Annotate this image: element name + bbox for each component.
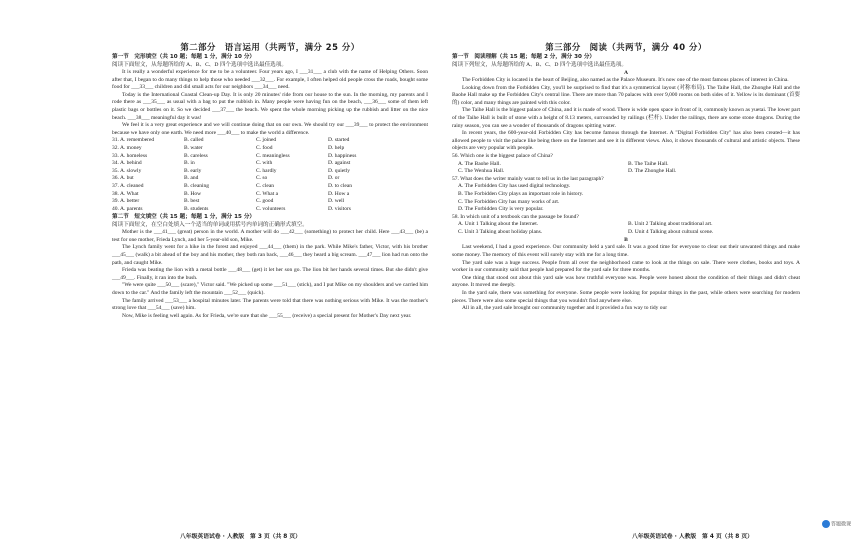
option-text: B. Unit 2 Talking about traditional art. bbox=[628, 221, 713, 228]
option-text: D. well bbox=[328, 198, 345, 205]
option-text: D. The Forbidden City is very popular. bbox=[458, 206, 544, 213]
option-text: C. The Wenhua Hall. bbox=[458, 168, 505, 175]
passage-a-paragraph: The Forbidden City is located in the heart of Beijing, also named as the Palace Museum. It's now one of the most famous places of interest in China. bbox=[462, 77, 789, 83]
question-56-options bbox=[452, 161, 800, 176]
option-text: B. water bbox=[184, 144, 203, 151]
left-page bbox=[112, 0, 428, 546]
option-text: C. joined bbox=[256, 137, 277, 144]
option-text: 32. A. money bbox=[112, 144, 142, 151]
option-text: 33. A. homeless bbox=[112, 152, 148, 159]
gap-fill-paragraph: The Lynch family went for a hike in the forest and enjoyed ___44___ (them) in the park. While Mike's father, Victor, with his brother ___45___ (walk) a bit ahead of the boy and his mother, they both ran back, ___46___ they heard a big scream. ___47___ lion had run onto the path, and caught Mike. bbox=[112, 244, 428, 266]
gap-fill-paragraph: "We were quite ___50___ (scare)," Victor said. "We picked up some ___51___ (stick), and I put Mike on my shoulders and we carried him down to the car." And the family left the mountain ___52___ (quick). bbox=[112, 282, 429, 297]
option-row bbox=[112, 145, 428, 153]
option-text: A. The Baohe Hall. bbox=[458, 160, 501, 167]
option-text: D. quietly bbox=[328, 167, 350, 174]
option-text: B. How bbox=[184, 190, 202, 197]
option-text: D. Unit 4 Talking about cultural scene. bbox=[628, 228, 714, 235]
part-two-heading: 第二部分 语言运用（共两节，满分 25 分） bbox=[180, 42, 360, 52]
option-text: C. food bbox=[256, 144, 273, 151]
gap-fill-paragraph: The family arrived ___53___ a hospital minutes later. The parents were told that there was nothing serious with Mike. It was the mother's strong love that ___54___ (save) him. bbox=[112, 297, 428, 312]
passage-b-paragraph: The yard sale was a huge success. People from all over the neighborhood came to look at the things on sale. There were clothes, books and toys. A worker in our community said that people had prepared for the yard sale for three months. bbox=[452, 259, 800, 274]
cloze-options bbox=[112, 137, 428, 213]
option-text: C. so bbox=[256, 175, 268, 182]
watermark-logo bbox=[822, 520, 851, 528]
logo-icon bbox=[822, 520, 830, 528]
option-text: B. early bbox=[184, 167, 202, 174]
option-text: B. called bbox=[184, 137, 204, 144]
option-text: D. started bbox=[328, 137, 350, 144]
question-58-options bbox=[452, 221, 800, 236]
reading-directions: 阅读下列短文，从每题所给的 A、B、C、D 四个选项中选出最佳选项。 bbox=[452, 62, 627, 68]
passage-a-label: A bbox=[623, 70, 629, 76]
question-56: 56. Which one is the biggest palace of China? bbox=[452, 152, 553, 159]
option-text: B. students bbox=[184, 205, 209, 212]
passage-b-paragraph: All in all, the yard sale brought our community together and it provided a fun way to tidy our bbox=[462, 305, 668, 312]
gap-fill-paragraph: Frieda was beating the lion with a metal bottle ___48___ (get) it let her son go. The lion bit her hands several times. But she didn't give ___49___. Finally, it ran into the bush. bbox=[112, 267, 428, 281]
option-text: D. happiness bbox=[328, 152, 357, 159]
option-text: B. The Forbidden City plays an important role in history. bbox=[458, 190, 584, 197]
option-text: A. Unit 1 Talking about the Internet. bbox=[458, 221, 539, 228]
cloze-section-title: 第一节 完形填空（共 10 题；每题 1 分，满分 10 分） bbox=[112, 54, 256, 60]
option-text: C. hardly bbox=[256, 167, 277, 174]
passage-a-paragraph: The Taihe Hall is the biggest palace of China, and it is made of wood. There is wide open space in front of it, commonly known as yuetai. The lower part of the Taihe Hall is built of stone with a height of 8.13 meters, surrounded by railings (栏杆). Under the railings, there are some stone dragons. During the rainy season, you can see a wonder of thousands of dragons spitting water. bbox=[452, 107, 800, 129]
option-text: D. against bbox=[328, 160, 351, 167]
passage-a-paragraph: In recent years, the 600-year-old Forbidden City has become famous through the Internet. A "Digital Forbidden City" has also been created—it has allowed people to visit the palace like being there on the Internet and see it in different views. Also, it shows thousands of cultural and artistic objects. These objects are very popular with people. bbox=[452, 130, 800, 152]
option-text: B. careless bbox=[184, 152, 208, 159]
option-text: 40. A. parents bbox=[112, 205, 143, 212]
option-text: C. clean bbox=[256, 182, 275, 189]
gap-fill-section-title: 第二节 短文填空（共 15 题；每题 1 分，满分 15 分） bbox=[112, 214, 256, 221]
option-text: C. meaningless bbox=[256, 152, 290, 159]
page-3-footer: 八年级英语试卷 · 人教版 第 3 页（共 8 页） bbox=[180, 534, 301, 540]
option-text: C. good bbox=[256, 198, 274, 205]
option-text: 39. A. better bbox=[112, 198, 140, 205]
option-text: B. best bbox=[184, 198, 200, 205]
option-text: 34. A. behind bbox=[112, 160, 142, 167]
reading-section-title: 第一节 阅读理解（共 15 题；每题 2 分，满分 30 分） bbox=[452, 54, 596, 60]
option-text: D. help bbox=[328, 144, 345, 151]
option-text: C. What a bbox=[256, 190, 279, 197]
option-text: C. volunteers bbox=[256, 205, 286, 212]
passage-b-label: B bbox=[624, 237, 628, 244]
cloze-paragraph: Today is the International Coastal Clean-up Day. It is only 20 minutes' ride from our house to the sun. In the morning, my parents and I rode there as ___35___ as usual with a bag to put the rubbish in. Many people were having fun on the beach, ___36___ some of them left plastic bags or bottles on it. So we decided ___37___ the beach. We spent the whole morning picking up the rubbish and litter on the nice beach. ___38___ meaningful day it was! bbox=[112, 91, 428, 121]
option-text: D. to clean bbox=[328, 182, 352, 189]
option-row bbox=[112, 183, 428, 191]
question-58: 58. In which unit of a textbook can the passage be found? bbox=[452, 213, 579, 220]
option-row bbox=[112, 168, 428, 176]
option-row bbox=[112, 137, 428, 145]
gap-fill-paragraph: Mother is the ___41___ (great) person in the world. A mother will do ___42___ (something) to protect her child. Here ___43___ (be) a test for one mother, Frieda Lynch, and her 5-year-old son, Mike. bbox=[112, 229, 428, 243]
cloze-paragraph: It is really a wonderful experience for me to be a volunteer. Four years ago, I ___31___ a club with the name of Helping Others. Soon after that, I began to do many things to help those who needed ___32___. For example, I often helped old people cross the roads, bought some food for ___33___ children and did small acts for our neighbors ___34___ need. bbox=[112, 69, 428, 91]
option-text: B. The Taihe Hall. bbox=[628, 160, 669, 167]
option-text: D. The Zhonghe Hall. bbox=[628, 168, 677, 175]
cloze-directions: 阅读下面短文，从每题所给的 A、B、C、D 四个选项中选出最佳选项。 bbox=[112, 62, 287, 68]
option-row bbox=[112, 206, 428, 214]
option-text: D. visitors bbox=[328, 205, 351, 212]
passage-b-paragraph: Last weekend, I had a good experience. Our community held a yard sale. It was a good time for everyone to clear out their unwanted things and make some money. The memory of this event will surely stay with me for a long time. bbox=[452, 244, 800, 259]
passage-b-paragraph: One thing that stood out about this yard sale was how truthful everyone was. People were honest about the condition of their things and didn't cheat anyone. It moved me deeply. bbox=[452, 274, 800, 289]
option-row bbox=[112, 198, 428, 206]
option-row bbox=[112, 191, 428, 199]
option-text: 38. A. What bbox=[112, 190, 139, 197]
cloze-paragraph: We feel it is a very great experience and we will continue doing that on our own. We should try our ___39___ to protect the environment because we have only one earth. We need more ___40___ to make the world a difference. bbox=[112, 122, 428, 136]
option-text: C. Unit 3 Talking about holiday plans. bbox=[458, 228, 543, 235]
gap-fill-paragraph: Now, Mike is feeling well again. As for Frieda, we're sure that she ___55___ (receive) a special present for Mother's Day next year. bbox=[122, 312, 412, 319]
option-text: 36. A. but bbox=[112, 175, 134, 182]
option-text: C. The Forbidden City has many works of art. bbox=[458, 198, 560, 205]
option-row bbox=[112, 160, 428, 168]
option-text: B. and bbox=[184, 175, 199, 182]
passage-b-paragraph: In the yard sale, there was something for everyone. Some people were looking for popular things in the past, while others were searching for modern pieces. There were also some special things that you wouldn't find anywhere else. bbox=[452, 290, 800, 304]
passage-a-paragraph: Looking down from the Forbidden City, you'll be surprised to find that it's a symmetrical layout (对称布局). The Taihe Hall, the Zhonghe Hall and the Baohe Hall make up the Forbidden City's central line. There are more than 70 palaces with over 9,000 rooms on both sides of it. Yellow is its dominant (首要的) color, and many things are painted with this color. bbox=[452, 84, 800, 106]
option-row bbox=[112, 153, 428, 161]
option-text: B. in bbox=[184, 160, 195, 167]
gap-fill-directions: 阅读下面短文，在空白处填入一个适当的单词或用括号内单词的正确形式填空。 bbox=[112, 222, 308, 229]
option-text: 37. A. cleaned bbox=[112, 182, 144, 189]
option-text: B. cleaning bbox=[184, 182, 210, 189]
page-4-footer: 八年级英语试卷 · 人教版 第 4 页（共 8 页） bbox=[632, 534, 753, 540]
option-text: D. or bbox=[328, 175, 340, 182]
option-text: C. with bbox=[256, 160, 273, 167]
option-text: 31. A. remembered bbox=[112, 137, 155, 144]
option-row bbox=[112, 175, 428, 183]
option-text: A. The Forbidden City has used digital technology. bbox=[458, 183, 571, 190]
watermark-text: 答题微课 bbox=[831, 521, 852, 528]
right-page bbox=[452, 0, 800, 546]
part-three-heading: 第三部分 阅读（共两节，满分 40 分） bbox=[545, 42, 707, 52]
option-text: D. How a bbox=[328, 190, 350, 197]
question-57: 57. What does the writer mainly want to tell us in the last paragraph? bbox=[452, 175, 604, 182]
option-text: 35. A. slowly bbox=[112, 167, 142, 174]
